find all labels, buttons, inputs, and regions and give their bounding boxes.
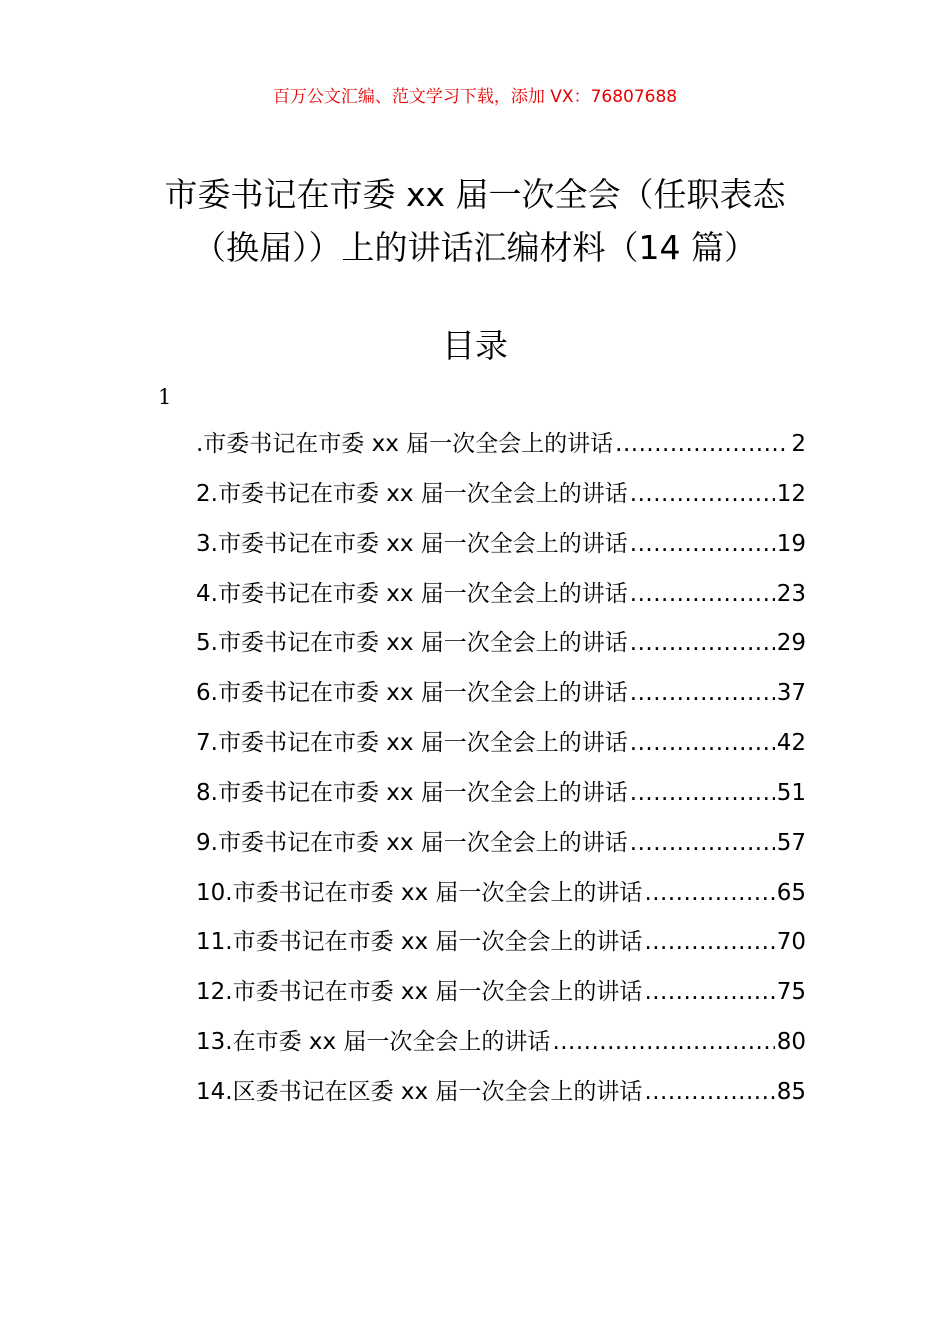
toc-entry-number: 7 bbox=[196, 730, 211, 757]
toc-entry-page: 75 bbox=[776, 979, 806, 1006]
toc-entry-5[interactable] bbox=[196, 625, 806, 675]
toc-entry-title: .市委书记在市委 xx 届一次全会上的讲话 bbox=[210, 580, 628, 607]
toc-entry-6[interactable] bbox=[196, 675, 806, 725]
document-title bbox=[100, 168, 850, 274]
toc-entry-11[interactable] bbox=[196, 924, 806, 974]
toc-entry-number: 5 bbox=[196, 630, 211, 657]
toc-entry-number: 3 bbox=[196, 530, 211, 557]
toc-entry-page: 57 bbox=[776, 829, 806, 856]
toc-entry-number: 13 bbox=[196, 1029, 226, 1056]
toc-entry-page: 65 bbox=[776, 879, 806, 906]
toc-leader-dots bbox=[630, 825, 775, 861]
table-of-contents bbox=[196, 426, 806, 1124]
toc-entry-page: 23 bbox=[776, 580, 806, 607]
toc-entry-title: .市委书记在市委 xx 届一次全会上的讲话 bbox=[225, 929, 643, 956]
toc-entry-3[interactable] bbox=[196, 526, 806, 576]
toc-entry-7[interactable] bbox=[196, 725, 806, 775]
toc-entry-9[interactable] bbox=[196, 825, 806, 875]
toc-heading: 目录 bbox=[442, 326, 508, 365]
document-title-line-2: （换届））上的讲话汇编材料（14 篇） bbox=[193, 228, 757, 267]
toc-leader-dots bbox=[630, 675, 775, 711]
document-title-line-1: 市委书记在市委 xx 届一次全会（任职表态 bbox=[164, 175, 786, 214]
toc-entry-title: .市委书记在市委 xx 届一次全会上的讲话 bbox=[225, 879, 643, 906]
toc-entry-page: 85 bbox=[776, 1078, 806, 1105]
header-notice: 百万公文汇编、范文学习下载，添加 VX：76807688 bbox=[272, 87, 678, 107]
toc-entry-1[interactable] bbox=[196, 426, 806, 476]
toc-entry-page: 19 bbox=[776, 530, 806, 557]
toc-leader-dots bbox=[630, 476, 775, 512]
toc-entry-title: .市委书记在市委 xx 届一次全会上的讲话 bbox=[210, 530, 628, 557]
toc-entry-page: 29 bbox=[776, 630, 806, 657]
toc-entry-number: 9 bbox=[196, 829, 211, 856]
toc-entry-number: 4 bbox=[196, 580, 211, 607]
toc-leader-dots bbox=[630, 526, 775, 562]
toc-entry-page: 51 bbox=[776, 779, 806, 806]
toc-entry-page: 80 bbox=[776, 1029, 806, 1056]
toc-entry-number: 2 bbox=[196, 480, 211, 507]
toc-entry-page: 42 bbox=[776, 730, 806, 757]
toc-entry-title: .市委书记在市委 xx 届一次全会上的讲话 bbox=[225, 979, 643, 1006]
toc-entry-page: 37 bbox=[776, 680, 806, 707]
toc-leader-dots bbox=[630, 625, 775, 661]
toc-entry-number: 14 bbox=[196, 1078, 226, 1105]
toc-entry-title: .在市委 xx 届一次全会上的讲话 bbox=[225, 1029, 551, 1056]
toc-entry-2[interactable] bbox=[196, 476, 806, 526]
toc-entry-number: 11 bbox=[196, 929, 226, 956]
toc-entry-title: .市委书记在市委 xx 届一次全会上的讲话 bbox=[210, 779, 628, 806]
toc-entry-number: 8 bbox=[196, 779, 211, 806]
toc-entry-number: 10 bbox=[196, 879, 226, 906]
toc-leader-dots bbox=[630, 576, 775, 612]
toc-entry-number: 12 bbox=[196, 979, 226, 1006]
toc-entry-title: .市委书记在市委 xx 届一次全会上的讲话 bbox=[210, 480, 628, 507]
toc-entry-title: .市委书记在市委 xx 届一次全会上的讲话 bbox=[210, 630, 628, 657]
toc-entry-number: 6 bbox=[196, 680, 211, 707]
toc-leader-dots bbox=[552, 1024, 774, 1060]
toc-entry-page: 2 bbox=[791, 431, 806, 457]
toc-leader-dots bbox=[630, 725, 775, 761]
toc-entry-page: 70 bbox=[776, 929, 806, 956]
toc-entry-title: .区委书记在区委 xx 届一次全会上的讲话 bbox=[225, 1078, 643, 1105]
toc-leader-dots bbox=[630, 775, 775, 811]
toc-entry-10[interactable] bbox=[196, 875, 806, 925]
toc-entry-title: .市委书记在市委 xx 届一次全会上的讲话 bbox=[210, 730, 628, 757]
toc-entry-title: .市委书记在市委 xx 届一次全会上的讲话 bbox=[210, 829, 628, 856]
toc-entry-page: 12 bbox=[776, 480, 806, 507]
toc-leader-dots bbox=[615, 426, 789, 462]
toc-entry-8[interactable] bbox=[196, 775, 806, 825]
toc-entry-4[interactable] bbox=[196, 576, 806, 626]
toc-leader-dots bbox=[644, 1074, 774, 1110]
toc-entry-title: .市委书记在市委 xx 届一次全会上的讲话 bbox=[210, 680, 628, 707]
toc-entry-title: .市委书记在市委 xx 届一次全会上的讲话 bbox=[196, 431, 614, 457]
toc-entry-14[interactable] bbox=[196, 1074, 806, 1124]
toc-entry-12[interactable] bbox=[196, 974, 806, 1024]
page-marker: 1 bbox=[158, 385, 172, 409]
toc-entry-13[interactable] bbox=[196, 1024, 806, 1074]
toc-leader-dots bbox=[644, 875, 774, 911]
toc-leader-dots bbox=[644, 924, 774, 960]
toc-leader-dots bbox=[644, 974, 774, 1010]
